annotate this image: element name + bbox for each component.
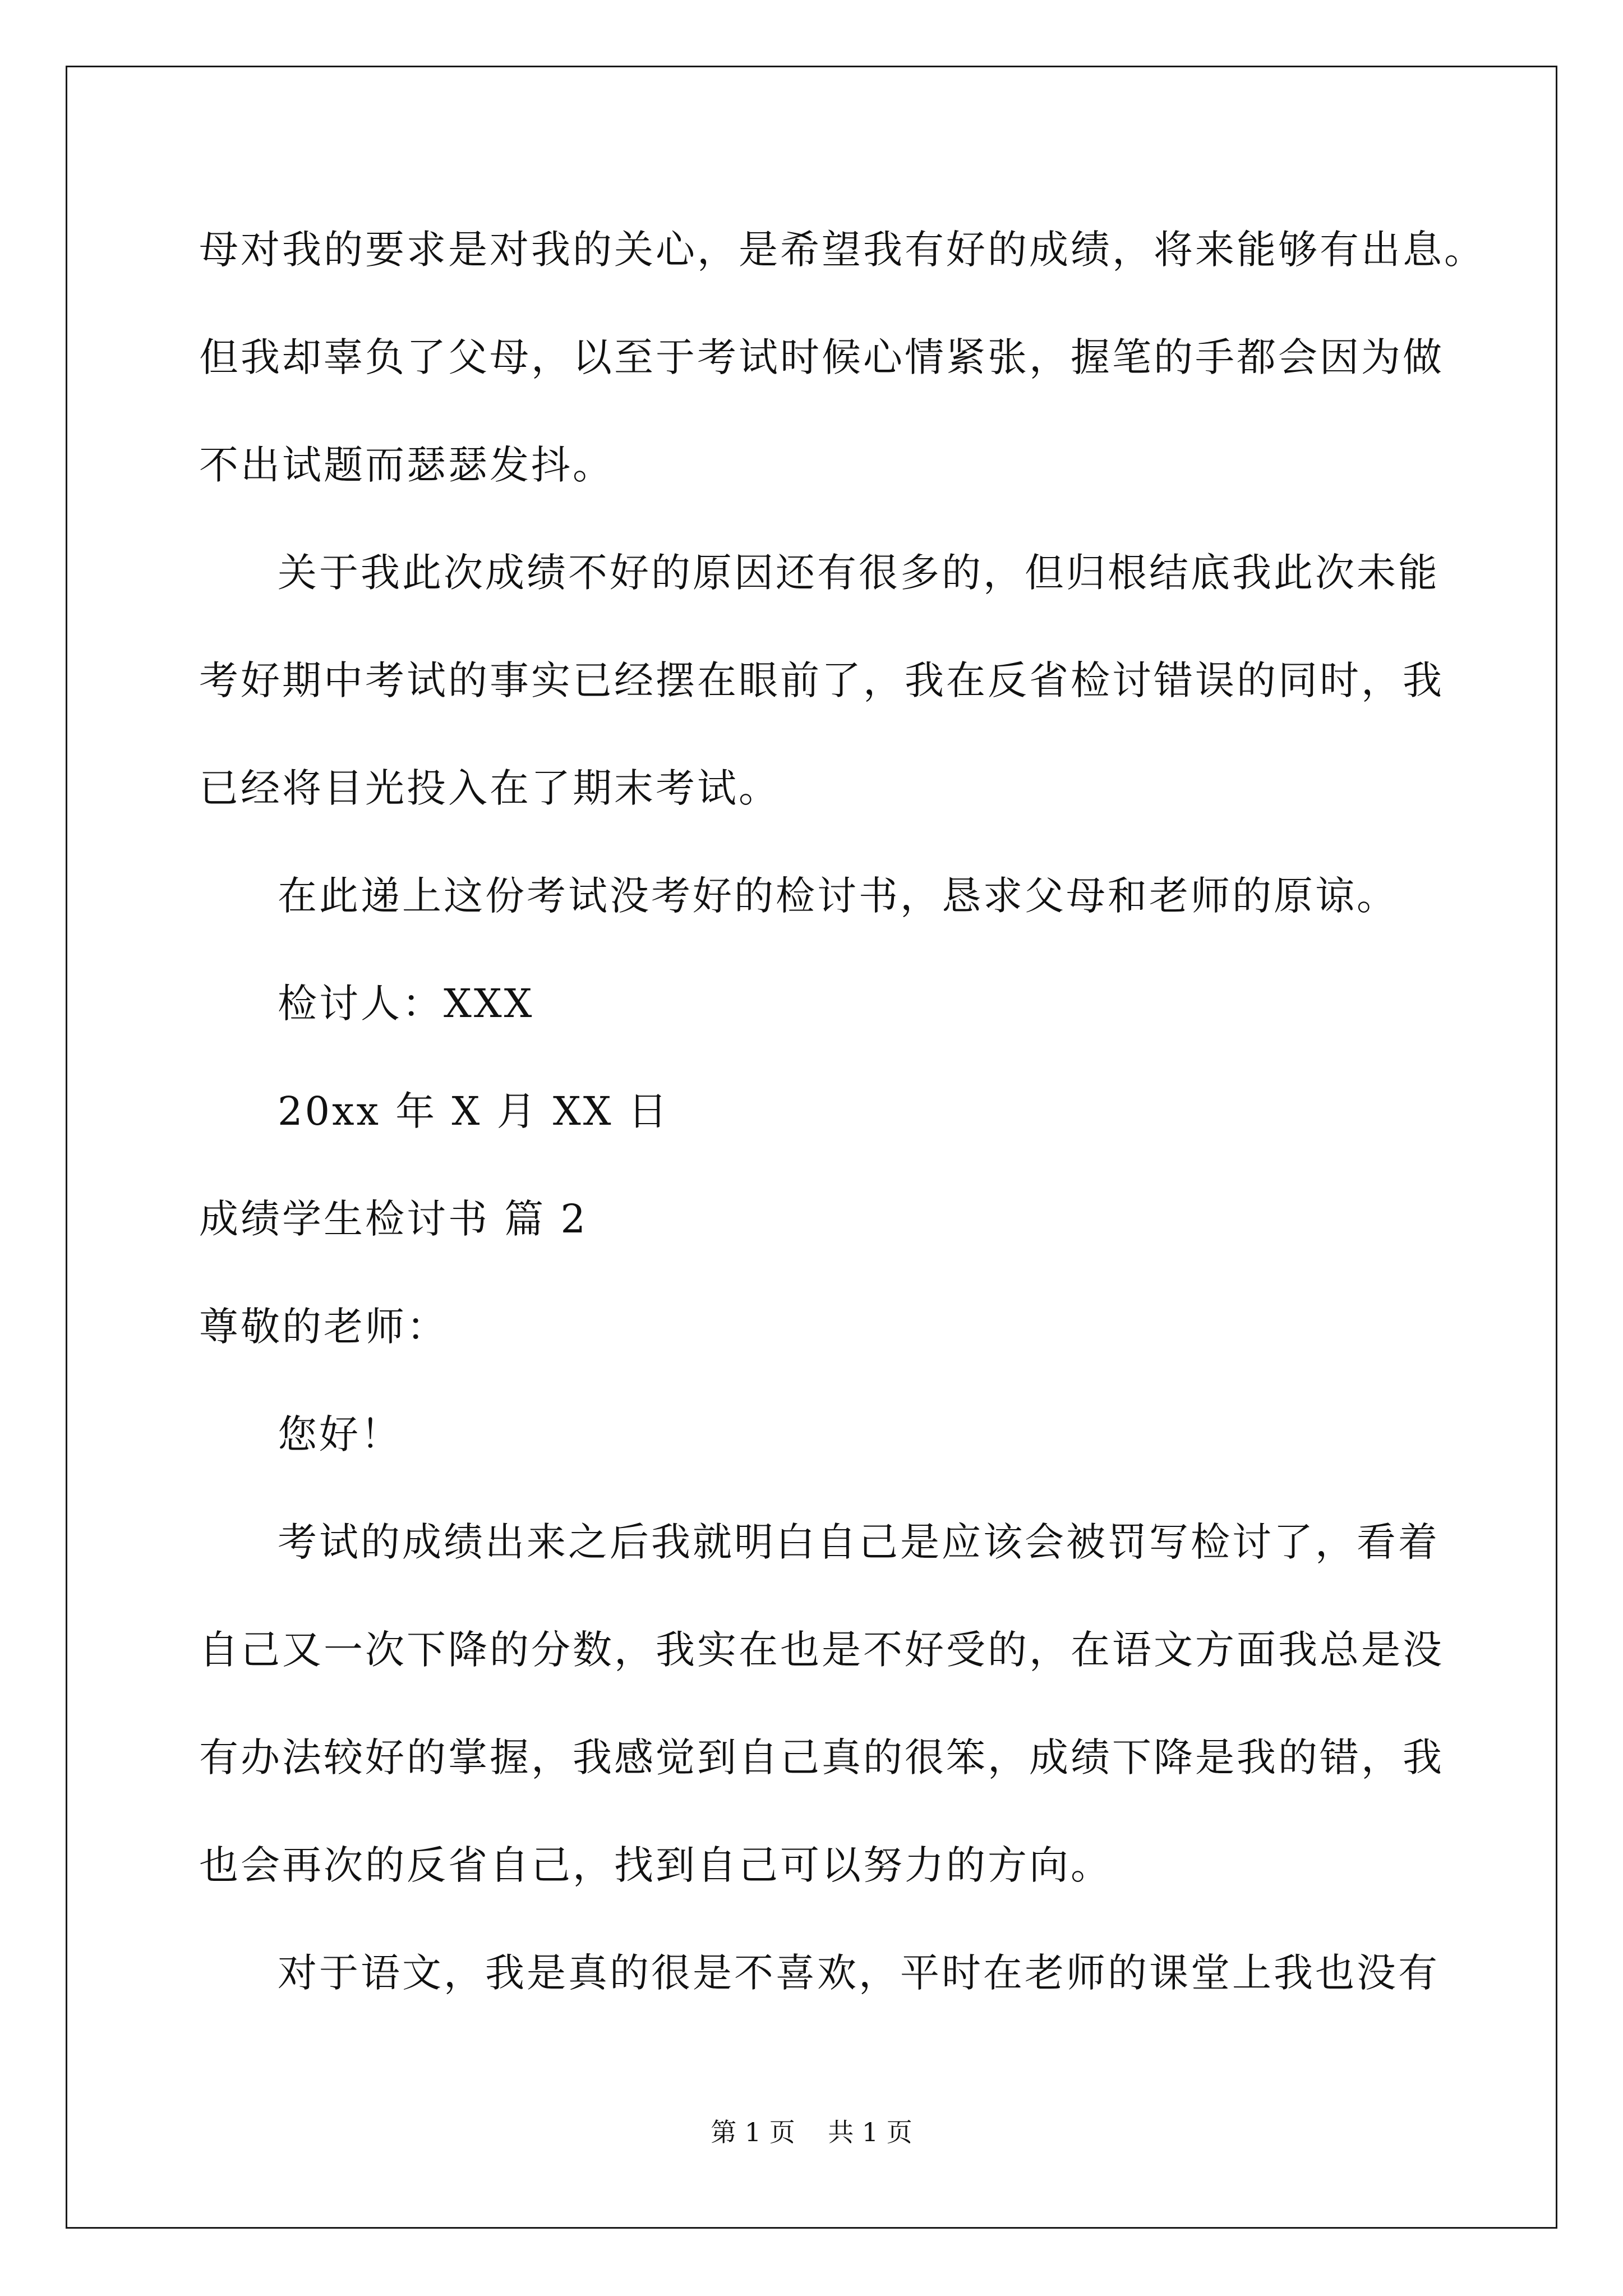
page-number: 第 1 页 xyxy=(711,2117,795,2147)
text-line: 在此递上这份考试没考好的检讨书，恳求父母和老师的原谅。 xyxy=(278,873,1398,919)
text-line: 母对我的要求是对我的关心，是希望我有好的成绩，将来能够有出息。 xyxy=(199,227,1486,273)
text-line: 但我却辜负了父母，以至于考试时候心情紧张，握笔的手都会因为做 xyxy=(199,334,1444,380)
text-line: 已经将目光投入在了期末考试。 xyxy=(199,765,780,811)
signatory-line: 检讨人：XXX xyxy=(278,981,534,1027)
page-footer xyxy=(0,2119,1623,2145)
greeting: 您好！ xyxy=(278,1411,402,1457)
section-title: 成绩学生检讨书 篇 2 xyxy=(199,1196,588,1242)
text-line: 有办法较好的掌握，我感觉到自己真的很笨，成绩下降是我的错，我 xyxy=(199,1734,1444,1780)
text-line: 关于我此次成绩不好的原因还有很多的，但归根结底我此次未能 xyxy=(278,550,1440,596)
salutation: 尊敬的老师： xyxy=(199,1304,448,1350)
text-line: 考好期中考试的事实已经摆在眼前了，我在反省检讨错误的同时，我 xyxy=(199,657,1444,703)
text-line: 对于语文，我是真的很是不喜欢，平时在老师的课堂上我也没有 xyxy=(278,1950,1440,1996)
date-line: 20xx 年 X 月 XX 日 xyxy=(278,1088,670,1134)
text-line: 不出试题而瑟瑟发抖。 xyxy=(199,442,614,488)
page-total: 共 1 页 xyxy=(828,2117,912,2147)
page-border xyxy=(66,66,1557,2229)
text-line: 也会再次的反省自己，找到自己可以努力的方向。 xyxy=(199,1842,1112,1888)
text-line: 考试的成绩出来之后我就明白自己是应该会被罚写检讨了，看着 xyxy=(278,1519,1440,1565)
text-line: 自己又一次下降的分数，我实在也是不好受的，在语文方面我总是没 xyxy=(199,1627,1444,1673)
